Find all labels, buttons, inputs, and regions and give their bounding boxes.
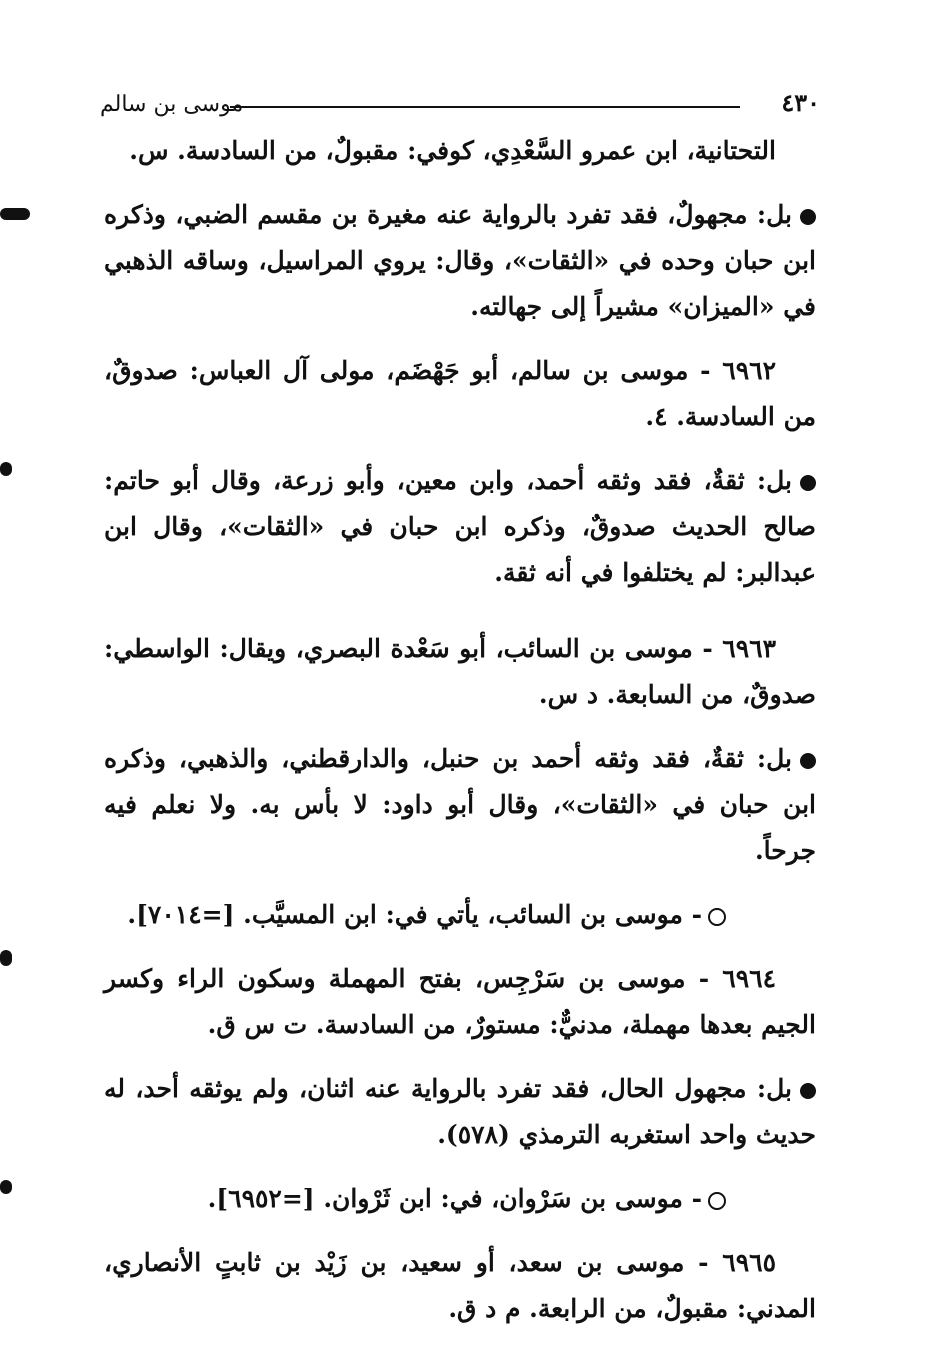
- note-paragraph: [104, 1066, 816, 1158]
- filled-bullet-icon: [800, 753, 816, 769]
- margin-mark: [0, 1180, 12, 1194]
- page-body: [104, 128, 816, 1350]
- entry-text: ٦٩٦٢ - موسى بن سالم، أبو جَهْضَم، مولى آل العباس: صدوقٌ، من السادسة. ٤.: [104, 356, 816, 431]
- entry-text: ٦٩٦٥ - موسى بن سعد، أو سعيد، بن زَيْد بن ثابتٍ الأنصاري، المدني: مقبولٌ، من الرابعة. م د ق.: [104, 1248, 816, 1323]
- entry-paragraph: [104, 348, 816, 440]
- open-circle-icon: [708, 908, 726, 926]
- filled-bullet-icon: [800, 1083, 816, 1099]
- crossref-paragraph: [104, 892, 816, 938]
- entry-paragraph: [104, 956, 816, 1048]
- margin-mark: [0, 462, 12, 476]
- note-text: بل: ثقةٌ، فقد وثقه أحمد بن حنبل، والدارقطني، والذهبي، وذكره ابن حبان في «الثقات»، وقال أبو داود: لا بأس به. ولا نعلم فيه جرحاً.: [104, 744, 816, 865]
- running-title: موسى بن سالم: [100, 92, 244, 117]
- entry-paragraph: [104, 1240, 816, 1332]
- margin-mark: [0, 208, 30, 220]
- note-text: بل: ثقةٌ، فقد وثقه أحمد، وابن معين، وأبو زرعة، وقال أبو حاتم: صالح الحديث صدوقٌ، وذكره ابن حبان في «الثقات»، وقال ابن عبدالبر: لم يختلفوا في أنه ثقة.: [104, 466, 816, 587]
- crossref-text: - موسى بن السائب، يأتي في: ابن المسيَّب. [=٧٠١٤].: [127, 900, 702, 929]
- page-number: ٤٣٠: [781, 88, 820, 117]
- open-circle-icon: [708, 1192, 726, 1210]
- entry-paragraph: [104, 626, 816, 718]
- note-text: بل: مجهولٌ، فقد تفرد بالرواية عنه مغيرة بن مقسم الضبي، وذكره ابن حبان وحده في «الثقات»، وقال: يروي المراسيل، وساقه الذهبي في «الميزان» مشيراً إلى جهالته.: [104, 200, 816, 321]
- entry-text: ٦٩٦٤ - موسى بن سَرْجِس، بفتح المهملة وسكون الراء وكسر الجيم بعدها مهملة، مدنيٌّ: مستورٌ، من السادسة. ت س ق.: [104, 964, 816, 1039]
- page-header: [100, 88, 820, 128]
- continuation-line: التحتانية، ابن عمرو السَّعْدِي، كوفي: مقبولٌ، من السادسة. س.: [129, 136, 776, 165]
- note-paragraph: [104, 458, 816, 596]
- margin-mark: [0, 950, 12, 966]
- filled-bullet-icon: [800, 209, 816, 225]
- note-text: بل: مجهول الحال، فقد تفرد بالرواية عنه اثنان، ولم يوثقه أحد، له حديث واحد استغربه الترمذي (٥٧٨).: [104, 1074, 816, 1149]
- crossref-paragraph: [104, 1176, 816, 1222]
- note-paragraph: [104, 192, 816, 330]
- entry-text: ٦٩٦٣ - موسى بن السائب، أبو سَعْدة البصري، ويقال: الواسطي: صدوقٌ، من السابعة. د س.: [104, 634, 816, 709]
- continuation-text: [104, 128, 816, 174]
- note-paragraph: [104, 736, 816, 874]
- header-rule: [230, 106, 740, 108]
- filled-bullet-icon: [800, 475, 816, 491]
- crossref-text: - موسى بن سَرْوان، في: ابن ثَرْوان. [=٦٩٥٢].: [207, 1184, 702, 1213]
